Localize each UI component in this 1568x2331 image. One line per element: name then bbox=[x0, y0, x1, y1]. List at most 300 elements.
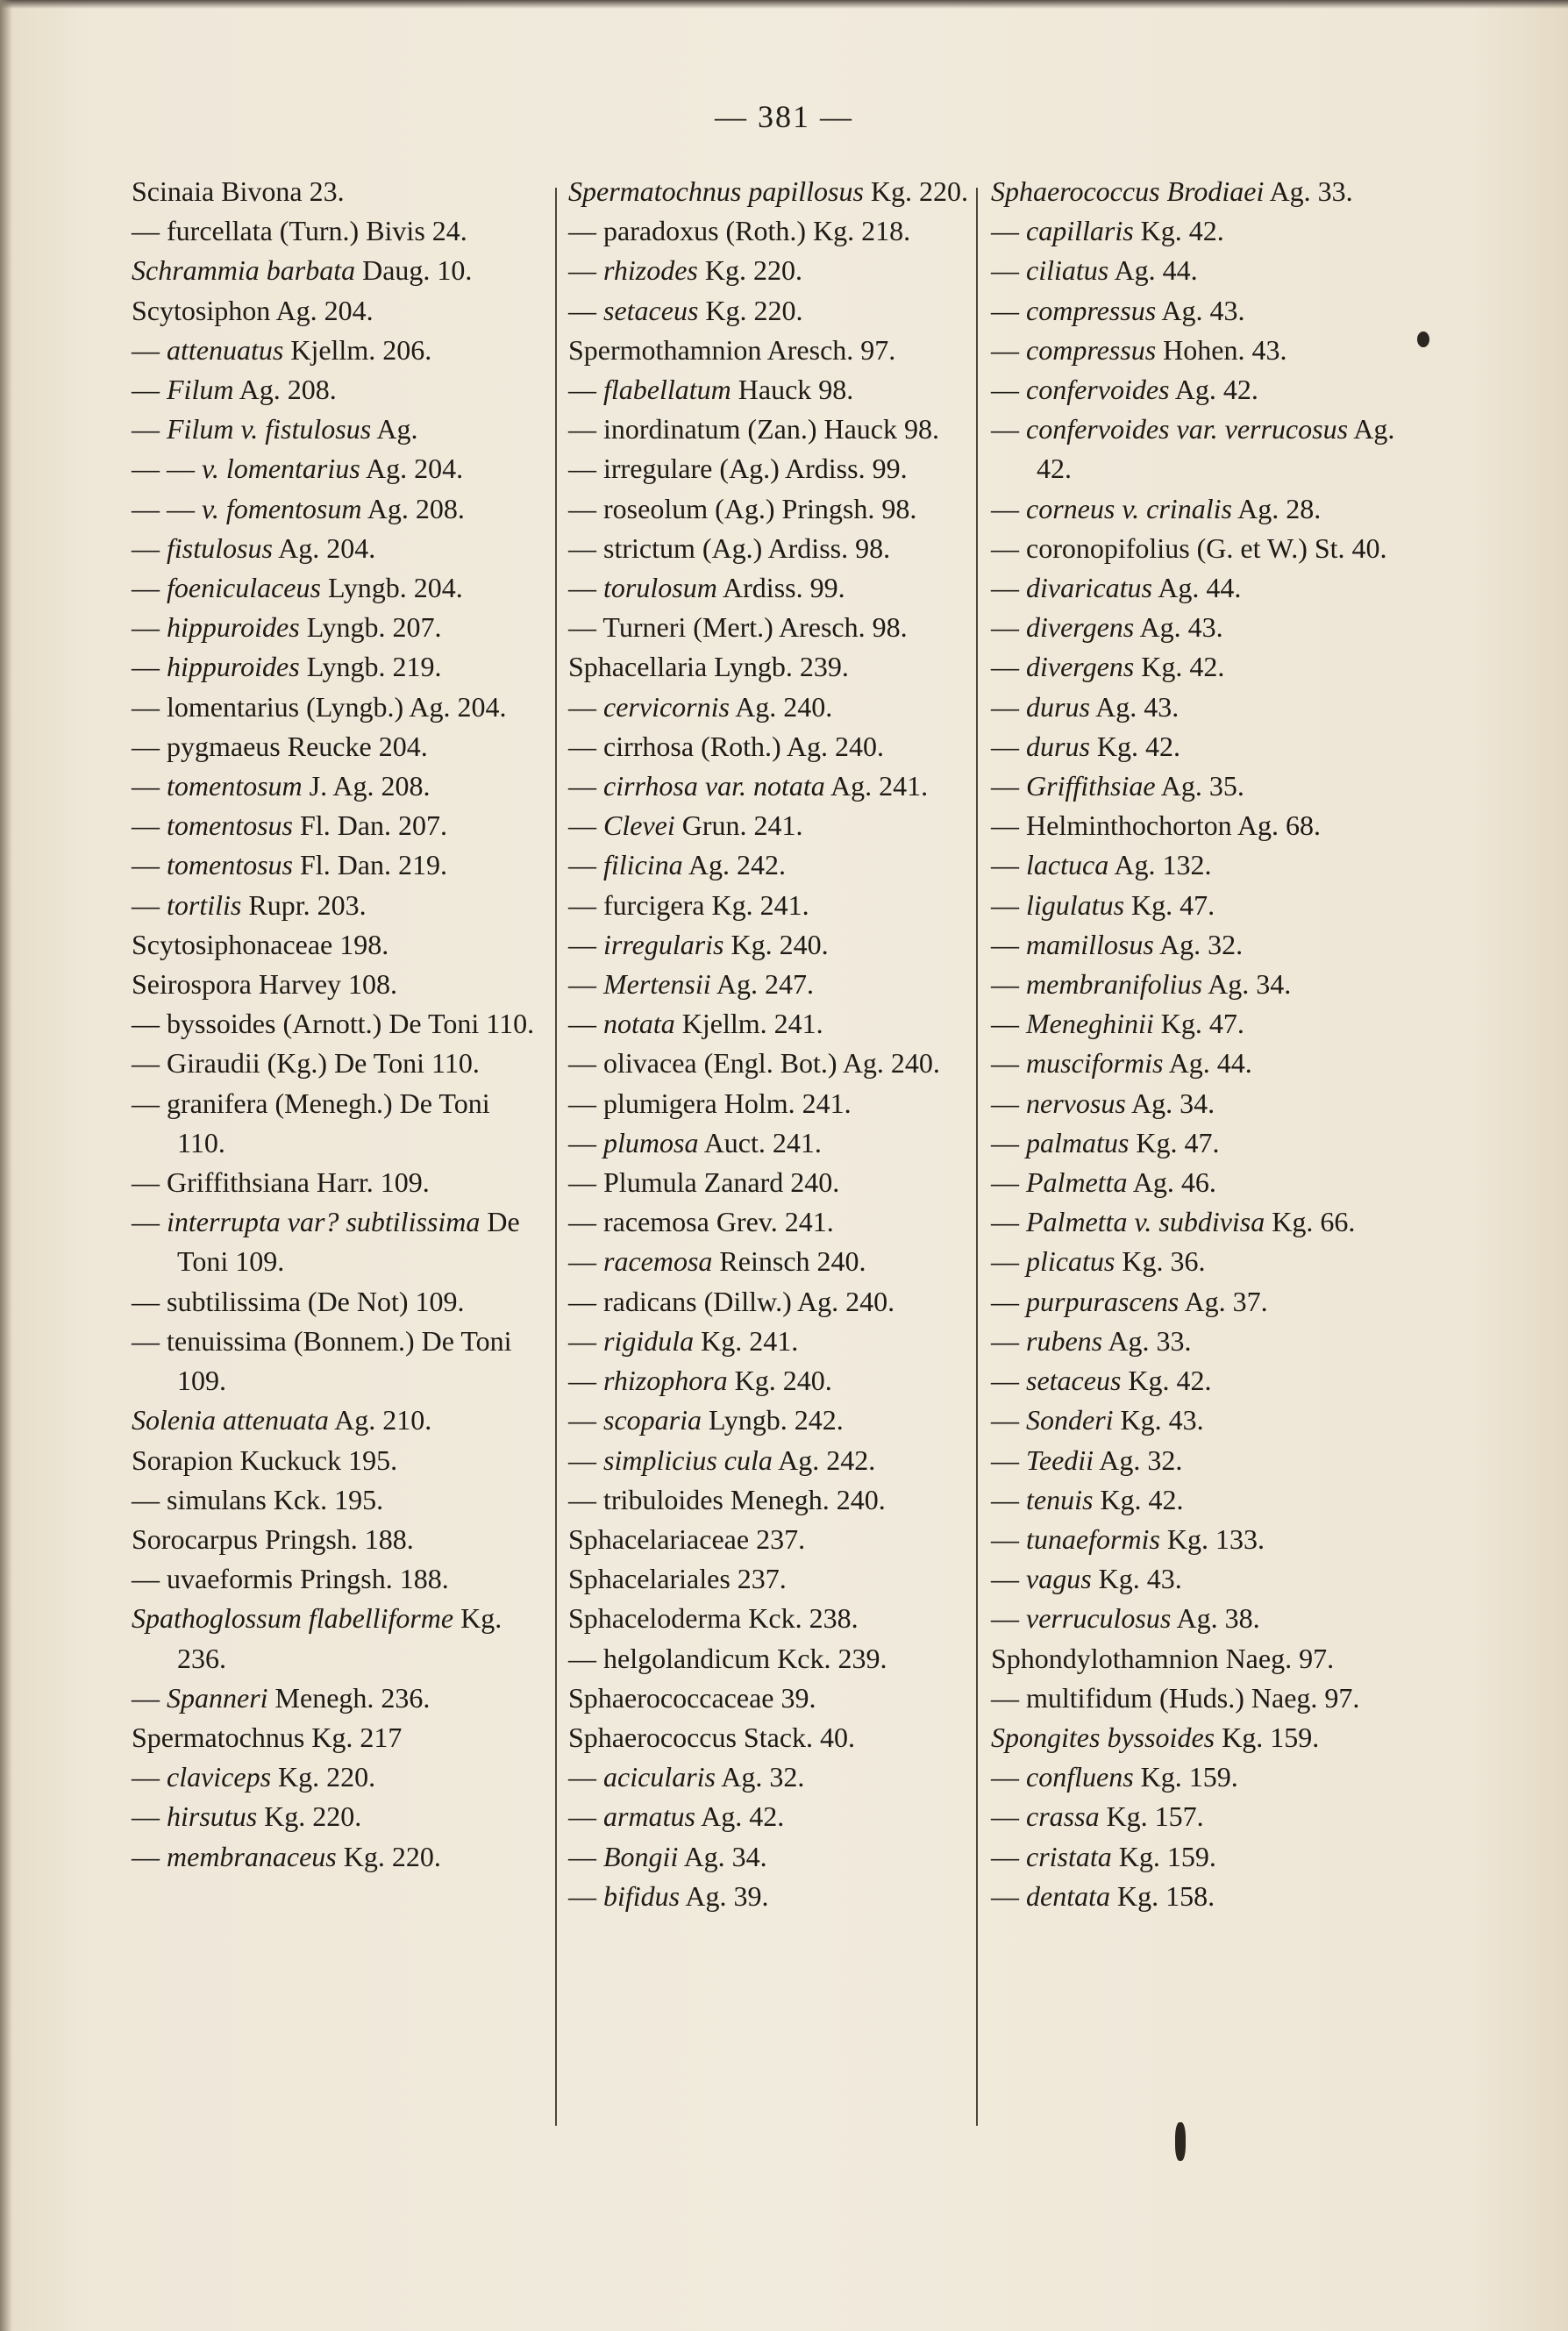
index-entry bbox=[132, 1480, 544, 1520]
ditto-dash: — bbox=[132, 1761, 160, 1793]
index-entry bbox=[568, 1718, 972, 1757]
taxon-name: Sonderi bbox=[1026, 1404, 1114, 1436]
authority-and-page: Harr. 109. bbox=[316, 1166, 430, 1199]
authority-and-page: Ag. 34. bbox=[683, 1840, 767, 1872]
taxon-name: Spermothamnion bbox=[568, 333, 762, 366]
index-entry bbox=[568, 1361, 972, 1401]
ditto-dash: — bbox=[132, 1087, 160, 1119]
taxon-name: crassa bbox=[1026, 1800, 1100, 1833]
ditto-dash: — bbox=[991, 215, 1019, 247]
authority-and-page: (De Not) 109. bbox=[307, 1285, 465, 1317]
taxon-name: corneus v. crinalis bbox=[1026, 492, 1232, 524]
authority-and-page: Kg. 220. bbox=[705, 294, 803, 326]
index-entry bbox=[568, 291, 972, 331]
ditto-dash: — bbox=[568, 1365, 596, 1397]
index-entry bbox=[991, 1084, 1403, 1123]
ditto-dash: — bbox=[132, 1800, 160, 1833]
authority-and-page: Ag. 42. bbox=[701, 1800, 785, 1833]
index-entry bbox=[568, 1123, 972, 1163]
taxon-name: furcigera bbox=[603, 888, 705, 921]
authority-and-page: Ag. 43. bbox=[1161, 294, 1245, 326]
authority-and-page: Menegh. 240. bbox=[730, 1483, 886, 1515]
taxon-name: byssoides bbox=[167, 1008, 276, 1040]
ditto-dash: — bbox=[568, 254, 596, 287]
taxon-name: Spermatochnus bbox=[132, 1721, 305, 1753]
authority-and-page: (G. et W.) St. 40. bbox=[1196, 531, 1387, 564]
authority-and-page: Ag. 68. bbox=[1237, 809, 1321, 842]
ditto-dash: — bbox=[568, 572, 596, 604]
taxon-name: Scytosiphon bbox=[132, 294, 271, 326]
ditto-dash: — bbox=[991, 1602, 1019, 1635]
taxon-name: tortilis bbox=[167, 888, 242, 921]
taxon-name: Sphaerococcus bbox=[568, 1721, 737, 1753]
taxon-name: Palmetta bbox=[1026, 1166, 1128, 1199]
authority-and-page: (Zan.) Hauck 98. bbox=[747, 413, 939, 446]
taxon-name: setaceus bbox=[1026, 1365, 1122, 1397]
authority-and-page: Kg. 42. bbox=[1096, 730, 1181, 762]
ditto-dash: — bbox=[132, 1681, 160, 1714]
index-entry bbox=[991, 529, 1403, 568]
taxon-name: foeniculaceus bbox=[167, 572, 321, 604]
index-entry bbox=[991, 489, 1403, 529]
index-entry bbox=[568, 1599, 972, 1638]
authority-and-page: Zanard 240. bbox=[703, 1166, 840, 1199]
index-entry bbox=[991, 1322, 1403, 1361]
authority-and-page: Ag. 242. bbox=[778, 1444, 876, 1476]
index-entry bbox=[991, 1520, 1403, 1559]
authority-and-page: Kjellm. 206. bbox=[290, 333, 432, 366]
authority-and-page: Ag. 34. bbox=[1131, 1087, 1215, 1119]
ditto-dash: — bbox=[568, 849, 596, 881]
authority-and-page: Aresch. 97. bbox=[766, 333, 896, 366]
taxon-name: membranaceus bbox=[167, 1840, 337, 1872]
ditto-dash: — bbox=[568, 1206, 596, 1238]
taxon-name: Solenia attenuata bbox=[132, 1404, 329, 1436]
index-entry bbox=[991, 886, 1403, 925]
taxon-name: rigidula bbox=[603, 1324, 695, 1357]
authority-and-page: Ag. 42. bbox=[1174, 374, 1258, 406]
index-entry bbox=[132, 1163, 544, 1202]
index-entry bbox=[132, 1679, 544, 1718]
index-entry bbox=[568, 1441, 972, 1480]
index-entry bbox=[991, 568, 1403, 608]
taxon-name: cervicornis bbox=[603, 690, 730, 723]
taxon-name: plumosa bbox=[603, 1126, 699, 1158]
authority-and-page: Pringsh. 188. bbox=[264, 1522, 414, 1555]
authority-and-page: Ag. 32. bbox=[1159, 928, 1244, 960]
ditto-dash: — bbox=[568, 770, 596, 802]
taxon-name: confervoides bbox=[1026, 374, 1170, 406]
taxon-name: Sphondylothamnion bbox=[991, 1642, 1219, 1674]
authority-and-page: Kg. 220. bbox=[343, 1840, 441, 1872]
authority-and-page: (Bonnem.) De Toni 109. bbox=[177, 1324, 512, 1397]
authority-and-page: Lyngb. 219. bbox=[306, 651, 442, 683]
taxon-name: membranifolius bbox=[1026, 968, 1202, 1001]
taxon-name: inordinatum bbox=[603, 413, 741, 446]
authority-and-page: Ag. 35. bbox=[1160, 770, 1244, 802]
index-entry bbox=[568, 529, 972, 568]
authority-and-page: Kg. 43. bbox=[1120, 1404, 1204, 1436]
taxon-name: strictum bbox=[603, 531, 695, 564]
page-gutter-shadow bbox=[0, 0, 12, 2331]
index-entry bbox=[132, 1797, 544, 1836]
ditto-dash: — bbox=[568, 1444, 596, 1476]
taxon-name: tomentosum bbox=[167, 770, 303, 802]
index-entry bbox=[132, 925, 544, 965]
index-entry bbox=[132, 965, 544, 1004]
index-entry bbox=[132, 489, 544, 529]
taxon-name: divergens bbox=[1026, 651, 1135, 683]
authority-and-page: Ag. 242. bbox=[688, 849, 786, 881]
ditto-dash: — bbox=[991, 849, 1019, 881]
authority-and-page: Menegh. 236. bbox=[274, 1681, 431, 1714]
index-entry bbox=[991, 1163, 1403, 1202]
index-entry bbox=[568, 1797, 972, 1836]
index-entry bbox=[568, 1480, 972, 1520]
index-entry bbox=[132, 449, 544, 488]
index-entry bbox=[991, 1599, 1403, 1638]
ditto-dash: — bbox=[568, 413, 596, 446]
taxon-name: lactuca bbox=[1026, 849, 1109, 881]
authority-and-page: Ag. 204. bbox=[275, 294, 374, 326]
ditto-dash: — bbox=[991, 770, 1019, 802]
index-entry bbox=[132, 766, 544, 806]
ditto-dash: — bbox=[991, 1047, 1019, 1080]
ditto-dash: — bbox=[991, 1324, 1019, 1357]
column-rule-right bbox=[976, 188, 978, 2126]
index-entry bbox=[991, 1757, 1403, 1797]
ditto-dash: — bbox=[568, 1166, 596, 1199]
taxon-name: Mertensii bbox=[603, 968, 711, 1001]
index-entry bbox=[991, 1480, 1403, 1520]
taxon-name: Scytosiphonaceae bbox=[132, 928, 333, 960]
ditto-dash: — bbox=[132, 690, 160, 723]
taxon-name: Seirospora bbox=[132, 968, 252, 1001]
index-entry bbox=[568, 251, 972, 290]
ditto-dash: — bbox=[991, 1879, 1019, 1912]
authority-and-page: Ag. bbox=[376, 413, 418, 446]
taxon-name: Helminthochorton bbox=[1026, 809, 1232, 842]
index-entry bbox=[132, 251, 544, 290]
authority-and-page: Ag. 37. bbox=[1184, 1285, 1268, 1317]
taxon-name: granifera bbox=[167, 1087, 268, 1119]
taxon-name: notata bbox=[603, 1008, 675, 1040]
taxon-name: uvaeformis bbox=[167, 1563, 293, 1595]
authority-and-page: Kg. 47. bbox=[1160, 1008, 1244, 1040]
authority-and-page: Ag. 204. bbox=[278, 531, 376, 564]
authority-and-page: J. Ag. 208. bbox=[309, 770, 431, 802]
ditto-dash: — bbox=[132, 1324, 160, 1357]
index-entry bbox=[991, 331, 1403, 370]
ditto-dash: — bbox=[991, 809, 1019, 842]
index-entry bbox=[568, 1282, 972, 1322]
index-entry bbox=[991, 1718, 1403, 1757]
taxon-name: helgolandicum bbox=[603, 1642, 771, 1674]
ditto-dash: — bbox=[132, 1483, 160, 1515]
index-entry bbox=[132, 1202, 544, 1281]
taxon-name: attenuatus bbox=[167, 333, 284, 366]
taxon-name: tribuloides bbox=[603, 1483, 723, 1515]
authority-and-page: Holm. 241. bbox=[723, 1087, 852, 1119]
index-column-1 bbox=[132, 172, 544, 1877]
authority-and-page: Ag. 241. bbox=[830, 770, 929, 802]
index-entry bbox=[132, 291, 544, 331]
index-entry bbox=[568, 688, 972, 727]
authority-and-page: Kg. 236. bbox=[177, 1602, 502, 1674]
ditto-dash: — bbox=[568, 1047, 596, 1080]
taxon-name: dentata bbox=[1026, 1879, 1110, 1912]
taxon-name: divergens bbox=[1026, 611, 1135, 644]
authority-and-page: Ag. 247. bbox=[716, 968, 814, 1001]
ditto-dash: — bbox=[991, 413, 1019, 446]
ditto-dash: — bbox=[568, 1324, 596, 1357]
index-entry bbox=[991, 688, 1403, 727]
ditto-dash: — bbox=[132, 1840, 160, 1872]
taxon-name: Schrammia barbata bbox=[132, 254, 356, 287]
authority-and-page: Pringsh. 188. bbox=[299, 1563, 449, 1595]
taxon-name: simulans bbox=[167, 1483, 267, 1515]
ditto-dash: — bbox=[568, 1285, 596, 1317]
authority-and-page: Ag. 208. bbox=[367, 492, 465, 524]
index-entry bbox=[568, 727, 972, 766]
index-entry bbox=[132, 647, 544, 687]
taxon-name: Sphaerococcaceae bbox=[568, 1681, 774, 1714]
index-entry bbox=[132, 1520, 544, 1559]
ditto-dash: — bbox=[132, 215, 160, 247]
ditto-dash: — bbox=[568, 1483, 596, 1515]
index-entry bbox=[568, 845, 972, 885]
index-entry bbox=[991, 806, 1403, 845]
ditto-dash: — bbox=[991, 1285, 1019, 1317]
taxon-name: confluens bbox=[1026, 1761, 1134, 1793]
authority-and-page: Ag. 204. bbox=[365, 453, 464, 485]
authority-and-page: (Ag.) Pringsh. 98. bbox=[715, 492, 917, 524]
authority-and-page: Kg. 240. bbox=[731, 928, 829, 960]
authority-and-page: Harvey 108. bbox=[258, 968, 398, 1001]
ditto-dash: — bbox=[568, 1879, 596, 1912]
ditto-dash: — bbox=[132, 413, 160, 446]
authority-and-page: Stack. 40. bbox=[743, 1721, 856, 1753]
taxon-name: v. fomentosum bbox=[202, 492, 362, 524]
authority-and-page: Grun. 241. bbox=[681, 809, 803, 842]
authority-and-page: Kg. 240. bbox=[734, 1365, 832, 1397]
index-entry bbox=[991, 1559, 1403, 1599]
index-entry bbox=[568, 1004, 972, 1044]
authority-and-page: Kjellm. 241. bbox=[681, 1008, 823, 1040]
taxon-name: simplicius cula bbox=[603, 1444, 773, 1476]
ditto-dash: — bbox=[991, 1444, 1019, 1476]
ditto-dash: — — bbox=[132, 492, 195, 524]
ditto-dash: — bbox=[568, 294, 596, 326]
index-entry bbox=[132, 1599, 544, 1678]
ditto-dash: — — bbox=[132, 453, 195, 485]
taxon-name: paradoxus bbox=[603, 215, 719, 247]
taxon-name: ligulatus bbox=[1026, 888, 1125, 921]
taxon-name: capillaris bbox=[1026, 215, 1134, 247]
authority-and-page: Ag. 34. bbox=[1208, 968, 1292, 1001]
taxon-name: Sphacelariales bbox=[568, 1563, 731, 1595]
authority-and-page: (Mert.) Aresch. 98. bbox=[693, 611, 908, 644]
authority-and-page: Hohen. 43. bbox=[1163, 333, 1287, 366]
taxon-name: interrupta var? subtilissima bbox=[167, 1206, 481, 1238]
page-top-edge bbox=[0, 0, 1568, 9]
index-entry bbox=[132, 688, 544, 727]
index-entry bbox=[991, 1837, 1403, 1877]
authority-and-page: Kg. 220. bbox=[278, 1761, 376, 1793]
index-entry bbox=[568, 1044, 972, 1083]
ditto-dash: — bbox=[132, 374, 160, 406]
ditto-dash: — bbox=[991, 1245, 1019, 1278]
index-entry bbox=[568, 806, 972, 845]
authority-and-page: Auct. 241. bbox=[703, 1126, 822, 1158]
index-entry bbox=[568, 489, 972, 529]
ditto-dash: — bbox=[991, 1404, 1019, 1436]
authority-and-page: Kg. 47. bbox=[1136, 1126, 1220, 1158]
ditto-dash: — bbox=[132, 531, 160, 564]
index-entry bbox=[568, 211, 972, 251]
taxon-name: tomentosus bbox=[167, 849, 293, 881]
index-entry bbox=[568, 965, 972, 1004]
ditto-dash: — bbox=[991, 1761, 1019, 1793]
authority-and-page: Ag. 44. bbox=[1114, 254, 1198, 287]
taxon-name: Sphaceloderma bbox=[568, 1602, 742, 1635]
taxon-name: tenuis bbox=[1026, 1483, 1094, 1515]
index-entry bbox=[568, 1084, 972, 1123]
index-entry bbox=[991, 727, 1403, 766]
authority-and-page: (Lyngb.) Ag. 204. bbox=[306, 690, 507, 723]
taxon-name: compressus bbox=[1026, 333, 1157, 366]
index-entry bbox=[568, 1401, 972, 1440]
index-entry bbox=[991, 410, 1403, 488]
ditto-dash: — bbox=[991, 1126, 1019, 1158]
authority-and-page: Daug. 10. bbox=[362, 254, 473, 287]
authority-and-page: Kck. 195. bbox=[273, 1483, 384, 1515]
index-entry bbox=[132, 1084, 544, 1163]
index-entry bbox=[568, 1757, 972, 1797]
taxon-name: racemosa bbox=[603, 1245, 713, 1278]
index-entry bbox=[132, 1441, 544, 1480]
authority-and-page: Ag. 33. bbox=[1269, 175, 1353, 207]
index-entry bbox=[132, 410, 544, 449]
authority-and-page: Kg. 133. bbox=[1166, 1522, 1265, 1555]
authority-and-page: (Dillw.) Ag. 240. bbox=[703, 1285, 895, 1317]
ditto-dash: — bbox=[132, 1206, 160, 1238]
taxon-name: multifidum bbox=[1026, 1681, 1152, 1714]
ditto-dash: — bbox=[568, 611, 596, 644]
index-entry bbox=[991, 965, 1403, 1004]
index-column-2 bbox=[568, 172, 972, 1916]
taxon-name: rubens bbox=[1026, 1324, 1103, 1357]
taxon-name: bifidus bbox=[603, 1879, 681, 1912]
authority-and-page: Kg. 159. bbox=[1140, 1761, 1238, 1793]
taxon-name: durus bbox=[1026, 690, 1090, 723]
ditto-dash: — bbox=[568, 1761, 596, 1793]
index-entry bbox=[132, 529, 544, 568]
taxon-name: setaceus bbox=[603, 294, 699, 326]
authority-and-page: Kck. 239. bbox=[777, 1642, 887, 1674]
index-entry bbox=[991, 1877, 1403, 1916]
taxon-name: Turneri bbox=[602, 611, 687, 644]
ditto-dash: — bbox=[991, 1166, 1019, 1199]
ditto-dash: — bbox=[991, 1800, 1019, 1833]
index-entry bbox=[568, 568, 972, 608]
authority-and-page: Ag. 43. bbox=[1139, 611, 1223, 644]
taxon-name: purpurascens bbox=[1026, 1285, 1180, 1317]
index-entry bbox=[991, 1797, 1403, 1836]
index-entry bbox=[568, 1877, 972, 1916]
taxon-name: Spathoglossum flabelliforme bbox=[132, 1602, 454, 1635]
ditto-dash: — bbox=[132, 849, 160, 881]
taxon-name: subtilissima bbox=[167, 1285, 301, 1317]
taxon-name: pygmaeus bbox=[167, 730, 281, 762]
ditto-dash: — bbox=[568, 1126, 596, 1158]
taxon-name: cirrhosa var. notata bbox=[603, 770, 825, 802]
ditto-dash: — bbox=[991, 531, 1019, 564]
index-entry bbox=[568, 410, 972, 449]
ditto-dash: — bbox=[132, 651, 160, 683]
taxon-name: flabellatum bbox=[603, 374, 731, 406]
authority-and-page: Ag. 44. bbox=[1168, 1047, 1252, 1080]
index-entry bbox=[568, 331, 972, 370]
authority-and-page: Kg. 220. bbox=[870, 175, 968, 207]
ditto-dash: — bbox=[991, 374, 1019, 406]
authority-and-page: Kg. 43. bbox=[1098, 1563, 1182, 1595]
authority-and-page: Ag. 33. bbox=[1108, 1324, 1192, 1357]
index-entry bbox=[568, 1242, 972, 1281]
taxon-name: torulosum bbox=[603, 572, 717, 604]
authority-and-page: Grev. 241. bbox=[716, 1206, 834, 1238]
ditto-dash: — bbox=[132, 333, 160, 366]
index-entry bbox=[568, 925, 972, 965]
authority-and-page: (Kg.) De Toni 110. bbox=[267, 1047, 480, 1080]
ditto-dash: — bbox=[132, 1563, 160, 1595]
taxon-name: Sphacellaria bbox=[568, 651, 708, 683]
taxon-name: acicularis bbox=[603, 1761, 716, 1793]
authority-and-page: Ag. 132. bbox=[1114, 849, 1212, 881]
taxon-name: palmatus bbox=[1026, 1126, 1130, 1158]
index-entry bbox=[991, 291, 1403, 331]
authority-and-page: 237. bbox=[756, 1522, 806, 1555]
ditto-dash: — bbox=[568, 1840, 596, 1872]
taxon-name: roseolum bbox=[603, 492, 709, 524]
index-entry bbox=[132, 727, 544, 766]
authority-and-page: (Roth.) Ag. 240. bbox=[701, 730, 884, 762]
index-entry bbox=[132, 331, 544, 370]
ditto-dash: — bbox=[991, 730, 1019, 762]
index-entry bbox=[132, 1044, 544, 1083]
page-number: — 381 — bbox=[715, 99, 853, 134]
authority-and-page: Kg. 159. bbox=[1118, 1840, 1216, 1872]
index-entry bbox=[132, 886, 544, 925]
taxon-name: rhizodes bbox=[603, 254, 698, 287]
authority-and-page: Kg. 66. bbox=[1272, 1206, 1356, 1238]
taxon-name: olivacea bbox=[603, 1047, 697, 1080]
index-entry bbox=[991, 1441, 1403, 1480]
authority-and-page: De Toni 109. bbox=[177, 1206, 520, 1278]
taxon-name: claviceps bbox=[167, 1761, 272, 1793]
taxon-name: plumigera bbox=[603, 1087, 717, 1119]
ditto-dash: — bbox=[132, 809, 160, 842]
ditto-dash: — bbox=[991, 333, 1019, 366]
authority-and-page: (Engl. Bot.) Ag. 240. bbox=[703, 1047, 940, 1080]
index-entry bbox=[568, 1163, 972, 1202]
taxon-name: Griffithsiae bbox=[1026, 770, 1156, 802]
taxon-name: coronopifolius bbox=[1026, 531, 1190, 564]
authority-and-page: Fl. Dan. 207. bbox=[300, 809, 447, 842]
authority-and-page: Lyngb. 204. bbox=[327, 572, 463, 604]
taxon-name: Spanneri bbox=[167, 1681, 268, 1714]
index-entry bbox=[991, 1401, 1403, 1440]
